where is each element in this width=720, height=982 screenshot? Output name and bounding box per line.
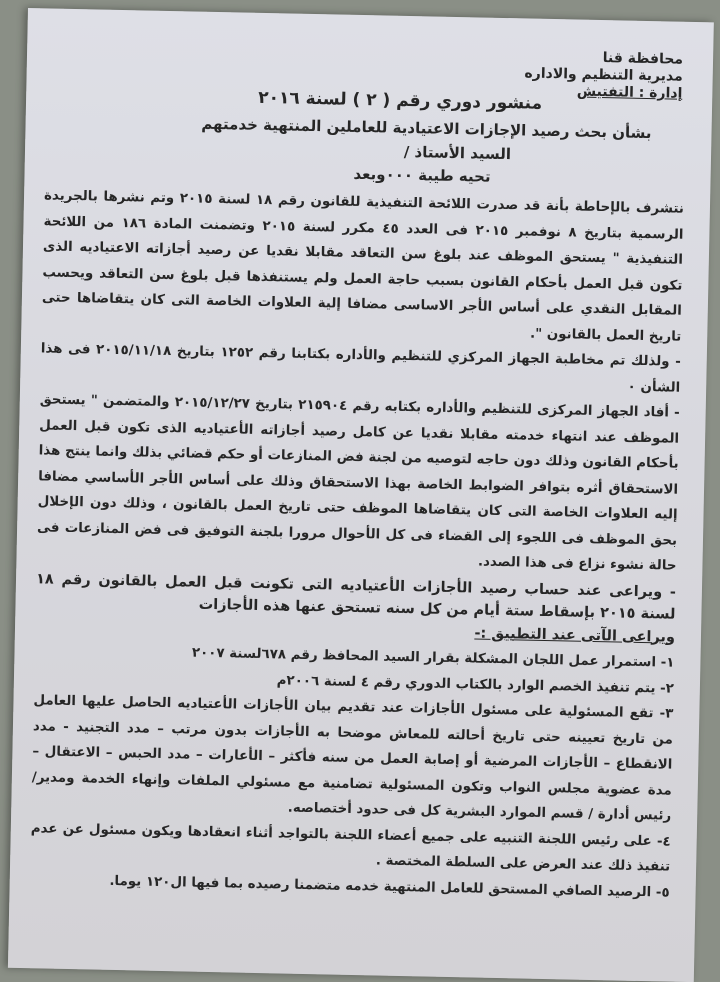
document-body <box>29 183 684 905</box>
directorate-name: مديرية التنظيم والاداره <box>524 65 683 85</box>
body-paragraph: - أفاد الجهاز المركزى للتنظيم والأداره بكتابه رقم ٢١٥٩٠٤ بتاريخ ٢٠١٥/١٢/٢٧ والمتضمن " يستحق الموظف عند انتهاء خدمته مقابلا نقديا عن كامل رصيد أجازاته الأعتياديه الذى تكون قبل العمل بأحكام القانون وذلك دون حاجه لتوصيه من لجنة فض المنازعات أو حكم قضائي بذلك وانما ينتج هذا الاستحقاق أثره بتوافر الضوابط الخاصة بهذا الاستحقاق وذلك على أساس الأجر الأساسي مضافا إليه العلاوات الخاصة التى كان يتقاضاها الموظف حتى تاريخ العمل بالقانون ، وذلك دون الإخلال بحق الموظف فى اللجوء إلى القضاء فى كل الأحوال مرورا بلجنة التوفيق فى فض المنازعات فى حالة نشوء نزاع فى هذا الصدد. <box>36 392 680 574</box>
body-paragraph: - ولذلك تم مخاطبة الجهاز المركزي للتنظيم والأداره بكتابنا رقم ١٢٥٢ بتاريخ ٢٠١٥/١١/١٨ فى هذا الشأن ٠ <box>40 341 681 396</box>
document-page <box>8 8 714 982</box>
department-name: إدارة : التفتيش <box>576 83 683 102</box>
list-item: ١- استمرار عمل اللجان المشكلة بقرار السيد المحافظ رقم ٦٧٨لسنة ٢٠٠٧ <box>191 645 675 671</box>
apply-heading: ويراعى الآتى عند التطبيق :- <box>474 624 676 646</box>
list-item: ٣- تقع المسئولية على مسئول الأجازات عند تقديم بيان الأجازات الأعتياديه الحاصل عليها العامل من تاريخ تعيينه حتى تاريخ أحالته للمعاش موضحا به الأجازات بدون مرتب – مدد التجنيد - مدد الانقطاع – الأجازات المرضية أو إصابة العمل من سنه فأكثر – الأعارات – مدد الحبس – الاعتقال – مدة عضوية مجلس النواب وتكون المسئولية تضامنية مع مسئولي الملفات وإنهاء الخدمة ومدير/ رئيس أدارة / قسم الموارد البشرية كل فى حدود أختصاصه. <box>31 693 674 824</box>
list-item: ٢- يتم تنفيذ الخصم الوارد بالكتاب الدوري رقم ٤ لسنة ٢٠٠٦م <box>276 672 675 697</box>
letterhead <box>524 48 683 102</box>
governorate-name: محافظة قنا <box>602 50 684 68</box>
list-item: ٥- الرصيد الصافي المستحق للعامل المنتهية خدمه متضمنا رصيده بما فيها ال١٢٠ يوما. <box>109 873 670 901</box>
salutation: السيد الأستاذ / <box>403 142 512 164</box>
document-title: منشور دوري رقم ( ٢ ) لسنة ٢٠١٦ <box>258 87 543 114</box>
list-item: ٤- على رئيس اللجنة التنبيه على جميع أعضاء اللجنة بالتواجد أثناء انعقادها ويكون مسئول عن عدم تنفيذ ذلك عند العرض على السلطة المختصة . <box>30 820 671 875</box>
calculation-note: - ويراعى عند حساب رصيد الأجازات الأعتياديه التى تكونت قبل العمل بالقانون رقم ١٨ لسنة ٢٠١٥ بإسقاط ستة أيام من كل سنه تستحق عنها هذه الأجازات <box>35 570 677 623</box>
greeting: تحيه طيبة ٠٠٠وبعد <box>353 164 491 186</box>
body-paragraph: نتشرف بالإحاطة بأنة قد صدرت اللائحة التنفيذية للقانون رقم ١٨ لسنة ٢٠١٥ وتم نشرها بالجريدة الرسمية بتاريخ ٨ نوفمبر ٢٠١٥ فى العدد ٤٥ مكرر لسنة ٢٠١٥ وتضمنت المادة ١٨٦ من اللائحة التنفيذية " يستحق الموظف عند بلوغ سن التعاقد مقابلا نقديا عن رصيد أجازاته الاعتياديه الذى تكون قبل العمل بأحكام القانون بسبب حاجة العمل ولم يستنفذها قبل بلوغ سن التعاقد ويحسب المقابل النقدي على أساس الأجر الاساسى مضافا إلية العلاوات الخاصة التى كان يتقاضاها حتى تاريخ العمل بالقانون ". <box>41 188 685 345</box>
document-subject: بشأن بحث رصيد الإجازات الاعتيادية للعاملين المنتهية خدمتهم <box>201 114 652 143</box>
